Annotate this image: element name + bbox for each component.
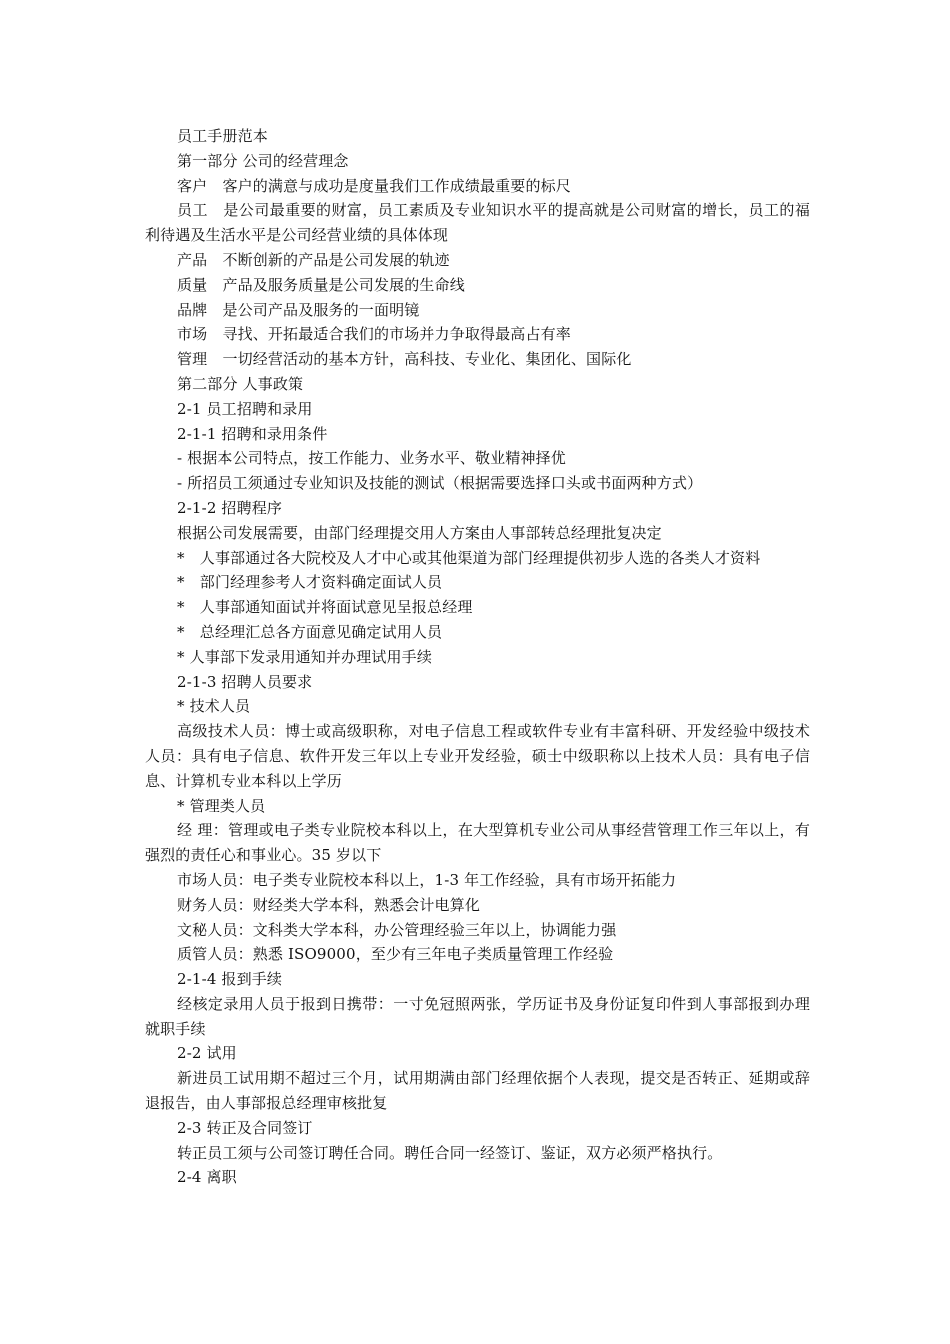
paragraph: - 所招员工须通过专业知识及技能的测试（根据需要选择口头或书面两种方式） bbox=[177, 474, 703, 493]
paragraph: 经 理：管理或电子类专业院校本科以上，在大型算机专业公司从事经营管理工作三年以上，有强烈的责任心和事业心。35 岁以下 bbox=[145, 821, 810, 865]
paragraph: 质管人员：熟悉 ISO9000，至少有三年电子类质量管理工作经验 bbox=[177, 945, 614, 964]
paragraph: 管理 一切经营活动的基本方针，高科技、专业化、集团化、国际化 bbox=[177, 350, 632, 369]
section-heading: 第一部分 公司的经营理念 bbox=[177, 151, 349, 170]
paragraph: 根据公司发展需要，由部门经理提交用人方案由人事部转总经理批复决定 bbox=[177, 523, 662, 542]
section-heading: 第二部分 人事政策 bbox=[177, 374, 304, 393]
paragraph: 客户 客户的满意与成功是度量我们工作成绩最重要的标尺 bbox=[177, 176, 571, 195]
subsection-heading: 2-1 员工招聘和录用 bbox=[177, 399, 313, 418]
subsection-heading: 2-1-4 报到手续 bbox=[177, 970, 283, 989]
subsection-heading: 2-1-3 招聘人员要求 bbox=[177, 672, 313, 691]
paragraph: 员工 是公司最重要的财富，员工素质及专业知识水平的提高就是公司财富的增长，员工的福利待遇及生活水平是公司经营业绩的具体体现 bbox=[145, 201, 810, 245]
paragraph: 财务人员：财经类大学本科，熟悉会计电算化 bbox=[177, 895, 481, 914]
document-body bbox=[145, 124, 810, 1190]
subsection-heading: 2-3 转正及合同签订 bbox=[177, 1118, 313, 1137]
subsection-heading: 2-1-2 招聘程序 bbox=[177, 498, 283, 517]
list-item: * 总经理汇总各方面意见确定试用人员 bbox=[177, 622, 443, 641]
list-item: * 人事部通知面试并将面试意见呈报总经理 bbox=[177, 598, 473, 617]
list-item: * 部门经理参考人才资料确定面试人员 bbox=[177, 573, 443, 592]
list-item: * 人事部下发录用通知并办理试用手续 bbox=[177, 647, 432, 666]
subsection-heading: 2-4 离职 bbox=[177, 1168, 237, 1187]
paragraph: 新进员工试用期不超过三个月，试用期满由部门经理依据个人表现，提交是否转正、延期或辞退报告，由人事部报总经理审核批复 bbox=[145, 1069, 810, 1113]
list-item: * 管理类人员 bbox=[177, 796, 266, 815]
paragraph: - 根据本公司特点，按工作能力、业务水平、敬业精神择优 bbox=[177, 449, 566, 468]
paragraph: 品牌 是公司产品及服务的一面明镜 bbox=[177, 300, 420, 319]
paragraph: 文秘人员：文科类大学本科，办公管理经验三年以上，协调能力强 bbox=[177, 920, 617, 939]
paragraph: 转正员工须与公司签订聘任合同。聘任合同一经签订、鉴证，双方必须严格执行。 bbox=[177, 1143, 723, 1162]
paragraph: 市场 寻找、开拓最适合我们的市场并力争取得最高占有率 bbox=[177, 325, 571, 344]
list-item: * 技术人员 bbox=[177, 697, 251, 716]
subsection-heading: 2-1-1 招聘和录用条件 bbox=[177, 424, 328, 443]
list-item: * 人事部通过各大院校及人才中心或其他渠道为部门经理提供初步人选的各类人才资料 bbox=[177, 548, 761, 567]
paragraph: 经核定录用人员于报到日携带：一寸免冠照两张，学历证书及身份证复印件到人事部报到办理就职手续 bbox=[145, 994, 810, 1038]
subsection-heading: 2-2 试用 bbox=[177, 1044, 237, 1063]
doc-title: 员工手册范本 bbox=[177, 127, 268, 145]
paragraph: 市场人员：电子类专业院校本科以上，1-3 年工作经验，具有市场开拓能力 bbox=[177, 870, 677, 889]
paragraph: 产品 不断创新的产品是公司发展的轨迹 bbox=[177, 250, 450, 269]
paragraph: 高级技术人员：博士或高级职称，对电子信息工程或软件专业有丰富科研、开发经验中级技术人员：具有电子信息、软件开发三年以上专业开发经验，硕士中级职称以上技术人员：具有电子信息、计算机专业本科以上学历 bbox=[145, 722, 810, 790]
paragraph: 质量 产品及服务质量是公司发展的生命线 bbox=[177, 275, 465, 294]
